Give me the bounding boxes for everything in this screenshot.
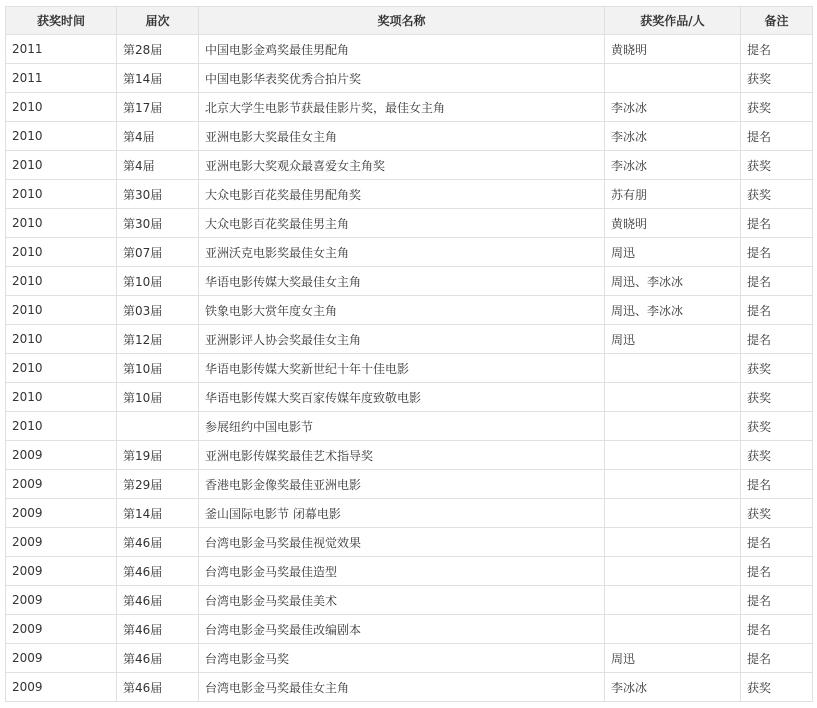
header-winner: 获奖作品/人 <box>605 7 741 35</box>
cell-award-name: 中国电影华表奖优秀合拍片奖 <box>199 64 605 93</box>
table-row <box>6 383 813 412</box>
cell-year: 2011 <box>6 64 117 93</box>
cell-note: 获奖 <box>741 93 813 122</box>
cell-note: 提名 <box>741 122 813 151</box>
table-body <box>6 35 813 702</box>
table-row <box>6 499 813 528</box>
cell-session: 第4届 <box>117 151 199 180</box>
cell-year: 2011 <box>6 35 117 64</box>
cell-year: 2009 <box>6 673 117 702</box>
cell-award-name: 台湾电影金马奖 <box>199 644 605 673</box>
cell-note: 提名 <box>741 644 813 673</box>
cell-note: 获奖 <box>741 354 813 383</box>
table-row <box>6 267 813 296</box>
cell-winner: 苏有朋 <box>605 180 741 209</box>
cell-session: 第46届 <box>117 528 199 557</box>
cell-session: 第30届 <box>117 209 199 238</box>
cell-winner: 黄晓明 <box>605 209 741 238</box>
cell-award-name: 台湾电影金马奖最佳视觉效果 <box>199 528 605 557</box>
cell-session: 第07届 <box>117 238 199 267</box>
cell-note: 获奖 <box>741 64 813 93</box>
cell-year: 2010 <box>6 267 117 296</box>
cell-session: 第29届 <box>117 470 199 499</box>
cell-year: 2010 <box>6 412 117 441</box>
cell-session: 第4届 <box>117 122 199 151</box>
cell-session: 第12届 <box>117 325 199 354</box>
cell-award-name: 台湾电影金马奖最佳女主角 <box>199 673 605 702</box>
cell-award-name: 铁象电影大赏年度女主角 <box>199 296 605 325</box>
cell-year: 2010 <box>6 93 117 122</box>
cell-winner <box>605 557 741 586</box>
cell-winner <box>605 441 741 470</box>
cell-award-name: 台湾电影金马奖最佳改编剧本 <box>199 615 605 644</box>
cell-year: 2010 <box>6 354 117 383</box>
cell-award-name: 参展纽约中国电影节 <box>199 412 605 441</box>
cell-session: 第46届 <box>117 557 199 586</box>
cell-session: 第19届 <box>117 441 199 470</box>
cell-year: 2009 <box>6 528 117 557</box>
cell-note: 提名 <box>741 528 813 557</box>
cell-year: 2009 <box>6 644 117 673</box>
cell-winner <box>605 383 741 412</box>
header-note: 备注 <box>741 7 813 35</box>
cell-session: 第10届 <box>117 354 199 383</box>
cell-year: 2010 <box>6 209 117 238</box>
cell-award-name: 华语电影传媒大奖最佳女主角 <box>199 267 605 296</box>
cell-note: 提名 <box>741 557 813 586</box>
cell-award-name: 中国电影金鸡奖最佳男配角 <box>199 35 605 64</box>
cell-winner: 周迅 <box>605 238 741 267</box>
table-row <box>6 528 813 557</box>
table-row <box>6 441 813 470</box>
cell-session: 第10届 <box>117 383 199 412</box>
cell-year: 2010 <box>6 180 117 209</box>
cell-year: 2009 <box>6 441 117 470</box>
cell-winner: 周迅 <box>605 644 741 673</box>
cell-note: 获奖 <box>741 180 813 209</box>
cell-note: 提名 <box>741 209 813 238</box>
cell-award-name: 台湾电影金马奖最佳造型 <box>199 557 605 586</box>
cell-winner: 黄晓明 <box>605 35 741 64</box>
cell-note: 获奖 <box>741 151 813 180</box>
cell-note: 提名 <box>741 238 813 267</box>
header-session: 届次 <box>117 7 199 35</box>
header-award-name: 奖项名称 <box>199 7 605 35</box>
cell-year: 2009 <box>6 586 117 615</box>
cell-year: 2010 <box>6 325 117 354</box>
cell-winner: 李冰冰 <box>605 122 741 151</box>
cell-winner: 周迅 <box>605 325 741 354</box>
cell-winner <box>605 499 741 528</box>
cell-award-name: 亚洲影评人协会奖最佳女主角 <box>199 325 605 354</box>
table-row <box>6 35 813 64</box>
table-header-row <box>6 7 813 35</box>
cell-winner <box>605 64 741 93</box>
table-row <box>6 673 813 702</box>
table-row <box>6 325 813 354</box>
table-row <box>6 122 813 151</box>
table-row <box>6 238 813 267</box>
cell-award-name: 亚洲沃克电影奖最佳女主角 <box>199 238 605 267</box>
table-row <box>6 93 813 122</box>
cell-award-name: 台湾电影金马奖最佳美术 <box>199 586 605 615</box>
cell-year: 2010 <box>6 238 117 267</box>
cell-session: 第03届 <box>117 296 199 325</box>
table-row <box>6 470 813 499</box>
cell-session: 第17届 <box>117 93 199 122</box>
cell-year: 2010 <box>6 122 117 151</box>
cell-winner: 李冰冰 <box>605 673 741 702</box>
table-row <box>6 412 813 441</box>
table-row <box>6 354 813 383</box>
cell-note: 提名 <box>741 586 813 615</box>
cell-note: 提名 <box>741 470 813 499</box>
cell-note: 提名 <box>741 296 813 325</box>
awards-table <box>5 6 813 702</box>
cell-winner <box>605 586 741 615</box>
cell-winner: 李冰冰 <box>605 93 741 122</box>
cell-winner: 李冰冰 <box>605 151 741 180</box>
cell-award-name: 亚洲电影大奖观众最喜爱女主角奖 <box>199 151 605 180</box>
cell-note: 获奖 <box>741 412 813 441</box>
cell-note: 提名 <box>741 267 813 296</box>
cell-session: 第14届 <box>117 64 199 93</box>
table-row <box>6 644 813 673</box>
cell-winner <box>605 412 741 441</box>
cell-year: 2010 <box>6 383 117 412</box>
cell-year: 2010 <box>6 296 117 325</box>
cell-award-name: 釜山国际电影节 闭幕电影 <box>199 499 605 528</box>
cell-note: 获奖 <box>741 441 813 470</box>
cell-award-name: 北京大学生电影节获最佳影片奖，最佳女主角 <box>199 93 605 122</box>
cell-session: 第46届 <box>117 586 199 615</box>
cell-note: 提名 <box>741 615 813 644</box>
cell-year: 2010 <box>6 151 117 180</box>
cell-note: 获奖 <box>741 383 813 412</box>
table-row <box>6 209 813 238</box>
cell-winner <box>605 615 741 644</box>
cell-session: 第14届 <box>117 499 199 528</box>
cell-session: 第28届 <box>117 35 199 64</box>
table-row <box>6 64 813 93</box>
cell-session <box>117 412 199 441</box>
cell-year: 2009 <box>6 470 117 499</box>
cell-award-name: 亚洲电影大奖最佳女主角 <box>199 122 605 151</box>
table-row <box>6 557 813 586</box>
cell-award-name: 华语电影传媒大奖百家传媒年度致敬电影 <box>199 383 605 412</box>
cell-year: 2009 <box>6 499 117 528</box>
cell-year: 2009 <box>6 557 117 586</box>
cell-note: 获奖 <box>741 499 813 528</box>
cell-session: 第10届 <box>117 267 199 296</box>
cell-session: 第30届 <box>117 180 199 209</box>
table-row <box>6 296 813 325</box>
table-row <box>6 586 813 615</box>
cell-winner: 周迅、李冰冰 <box>605 267 741 296</box>
cell-year: 2009 <box>6 615 117 644</box>
cell-award-name: 大众电影百花奖最佳男配角奖 <box>199 180 605 209</box>
cell-note: 提名 <box>741 35 813 64</box>
table-row <box>6 615 813 644</box>
header-award-time: 获奖时间 <box>6 7 117 35</box>
cell-session: 第46届 <box>117 615 199 644</box>
cell-winner: 周迅、李冰冰 <box>605 296 741 325</box>
cell-note: 获奖 <box>741 673 813 702</box>
cell-award-name: 华语电影传媒大奖新世纪十年十佳电影 <box>199 354 605 383</box>
cell-note: 提名 <box>741 325 813 354</box>
cell-winner <box>605 470 741 499</box>
cell-winner <box>605 354 741 383</box>
cell-session: 第46届 <box>117 644 199 673</box>
cell-award-name: 大众电影百花奖最佳男主角 <box>199 209 605 238</box>
table-row <box>6 180 813 209</box>
table-row <box>6 151 813 180</box>
cell-award-name: 亚洲电影传媒奖最佳艺术指导奖 <box>199 441 605 470</box>
cell-winner <box>605 528 741 557</box>
cell-award-name: 香港电影金像奖最佳亚洲电影 <box>199 470 605 499</box>
cell-session: 第46届 <box>117 673 199 702</box>
